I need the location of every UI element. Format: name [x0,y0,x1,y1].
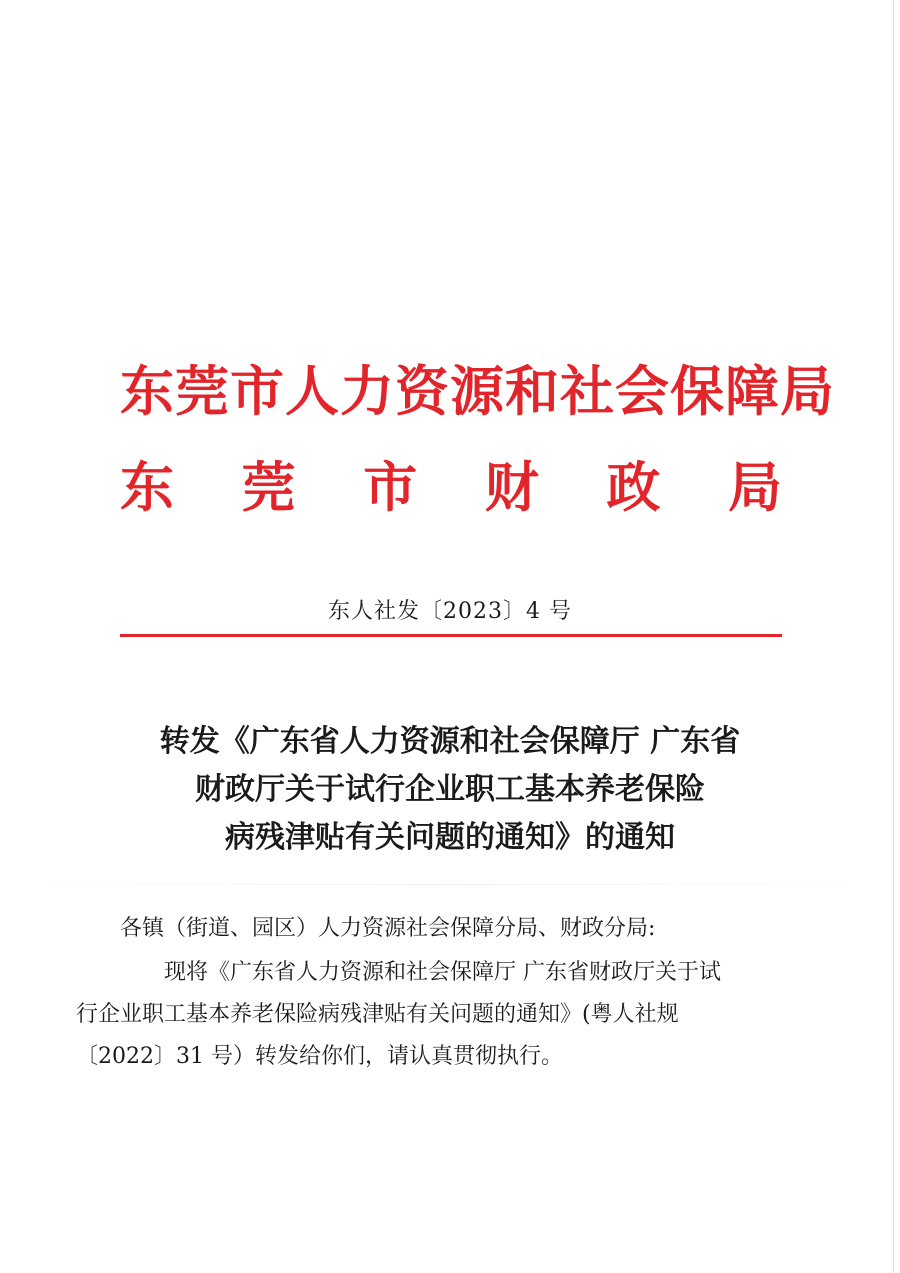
document-number: 东人社发〔2023〕4 号 [328,599,572,624]
issuer-line-2: 东 莞 市 财 政 局 [120,455,782,519]
paragraph-line-3: 〔2022〕31 号）转发给你们，请认真贯彻执行。 [76,1044,563,1069]
title-line-2: 财政厅关于试行企业职工基本养老保险 [195,772,705,807]
paragraph-line-1: 现将《广东省人力资源和社会保障厅 广东省财政厅关于试 [164,960,721,985]
issuer-line-1: 东莞市人力资源和社会保障局 [120,359,835,423]
document-title [90,718,810,862]
body-paragraph [76,952,782,1078]
title-line-3: 病残津贴有关问题的通知》的通知 [225,820,675,855]
paragraph-line-2: 行企业职工基本养老保险病残津贴有关问题的通知》(粤人社规 [76,1002,679,1027]
fold-mark [0,884,900,885]
title-line-1: 转发《广东省人力资源和社会保障厅 广东省 [159,724,741,759]
salutation: 各镇（街道、园区）人力资源社会保障分局、财政分局: [120,916,656,941]
scan-edge [893,0,894,1273]
red-separator-line [120,634,782,637]
